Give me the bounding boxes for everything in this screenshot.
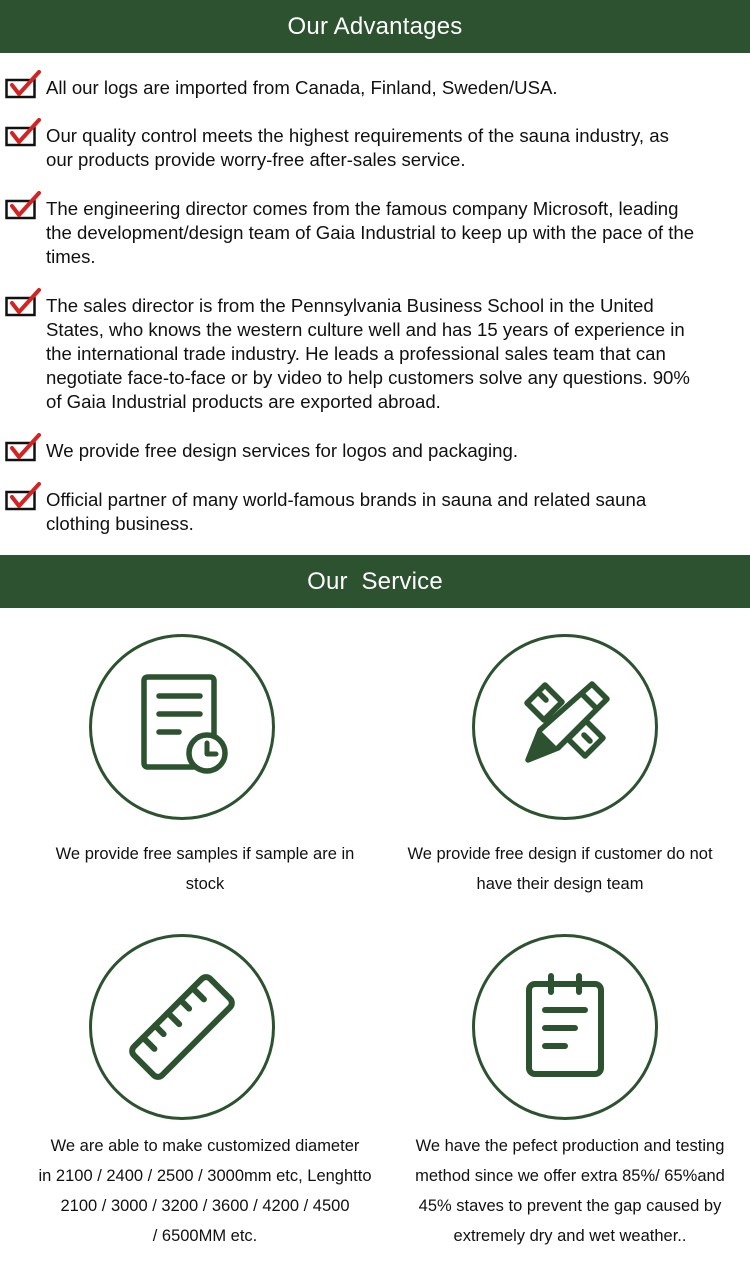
advantages-title: Our Advantages [287, 12, 463, 40]
service-icon-circle [89, 634, 275, 820]
checkbox-check-icon [5, 70, 41, 100]
advantages-banner [0, 0, 750, 53]
service-text: We provide free design if customer do not have their design team [407, 845, 713, 893]
document-clock-icon [132, 672, 232, 782]
checkbox-check-icon [5, 288, 41, 318]
service-text: We have the pefect production and testing method since we offer extra 85%/ 65%and 45% staves to prevent the gap caused by extremely dry and wet weather.. [415, 1137, 725, 1245]
service-banner [0, 555, 750, 608]
checkbox-check-icon [5, 118, 41, 148]
advantage-text: The engineering director comes from the famous company Microsoft, leading the development/design team of Gaia Industrial to keep up with the pace of the times. [46, 198, 695, 267]
service-title: Our Service [307, 567, 443, 595]
service-text: We are able to make customized diameter in 2100 / 2400 / 2500 / 3000mm etc, Lenghtto 2100 / 3000 / 3200 / 3600 / 4200 / 4500 / 6500MM etc. [38, 1137, 372, 1245]
advantage-text: We provide free design services for logos and packaging. [46, 440, 518, 461]
advantage-text: Our quality control meets the highest requirements of the sauna industry, as our products provide worry-free after-sales service. [46, 125, 669, 170]
ruler-icon [122, 967, 242, 1087]
checkbox-check-icon [5, 191, 41, 221]
service-icon-circle [89, 934, 275, 1120]
advantage-text: Official partner of many world-famous brands in sauna and related sauna clothing business. [46, 489, 647, 534]
service-text: We provide free samples if sample are in stock [55, 845, 355, 893]
pencil-ruler-icon [510, 672, 620, 782]
notepad-icon [515, 972, 615, 1082]
service-icon-circle [472, 634, 658, 820]
advantage-text: All our logs are imported from Canada, Finland, Sweden/USA. [46, 77, 558, 98]
service-icon-circle [472, 934, 658, 1120]
checkbox-check-icon [5, 433, 41, 463]
checkbox-check-icon [5, 482, 41, 512]
advantage-text: The sales director is from the Pennsylvania Business School in the United States, who knows the western culture well and has 15 years of experience in the international trade industry. He leads a professional sales team that can negotiate face-to-face or by video to help customers solve any questions. 90% of Gaia Industrial products are exported abroad. [46, 295, 690, 412]
